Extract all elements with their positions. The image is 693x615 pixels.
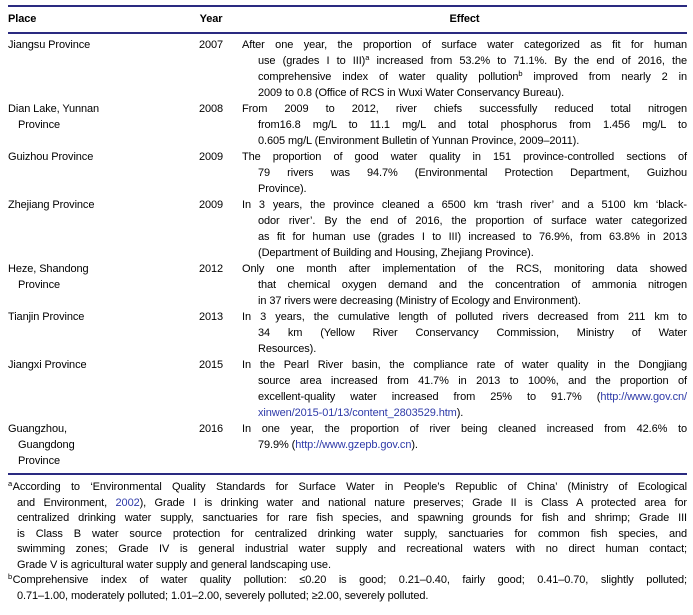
text-run: 0.71–1.00, moderately polluted; 1.01–2.00, severely polluted; ≥2.00, severely polluted. xyxy=(17,589,429,602)
table-row xyxy=(8,101,687,149)
effect-line xyxy=(242,309,687,325)
text-run: Resources). xyxy=(258,343,317,355)
text-run: In 3 years, the cumulative length of polluted rivers decreased from 211 km to xyxy=(242,311,687,323)
footnote-line xyxy=(8,542,687,558)
place-cell xyxy=(8,357,180,421)
year-cell xyxy=(180,149,242,197)
year-cell xyxy=(180,37,242,101)
footnote-ref: b xyxy=(518,69,523,78)
year-value: 2015 xyxy=(198,359,224,371)
effect-line xyxy=(242,341,687,357)
effect-cell xyxy=(242,37,687,101)
table-row xyxy=(8,261,687,309)
footnote-line xyxy=(8,511,687,527)
text-run: that chemical oxygen demand and the concentration of ammonia nitrogen xyxy=(258,279,687,291)
place-line: Province xyxy=(18,119,60,131)
year-value: 2012 xyxy=(198,263,224,275)
place-cell xyxy=(8,197,180,261)
text-run: In the Pearl River basin, the compliance rate of water quality in the Dongjiang xyxy=(242,359,687,371)
text-run: From 2009 to 2012, river chiefs successfully reduced total nitrogen xyxy=(242,103,687,115)
text-run: Grade V is agricultural water supply and general landscaping use. xyxy=(17,558,331,571)
table-row xyxy=(8,309,687,357)
place-line: Heze, Shandong xyxy=(8,263,89,275)
text-run: (Department of Building and Housing, Zhejiang Province). xyxy=(258,247,534,259)
effect-line xyxy=(242,405,687,421)
external-link[interactable]: http://www.gzepb.gov.cn xyxy=(295,439,412,451)
effect-cell xyxy=(242,357,687,421)
text-run: After one year, the proportion of surface water categorized as fit for human xyxy=(242,39,687,51)
effect-line xyxy=(242,229,687,245)
table-header-row xyxy=(8,7,687,32)
effect-cell xyxy=(242,421,687,469)
text-run: ). xyxy=(456,407,464,419)
place-cell xyxy=(8,309,180,357)
text-run: swimming zones; Grade IV is general industrial water supply and recreational waters with no direct human contact; xyxy=(17,543,687,555)
place-cell xyxy=(8,421,180,469)
table-row xyxy=(8,37,687,101)
text-run: improved from nearly 2 in xyxy=(522,71,687,83)
external-link[interactable]: 2002 xyxy=(115,496,140,509)
footnote-marker: b xyxy=(8,572,13,581)
place-cell xyxy=(8,149,180,197)
effect-line xyxy=(242,293,687,309)
table-bottom-rule xyxy=(8,473,687,475)
text-run: centralized drinking water supply, sanctuaries for rare fish species, and spawning grounds for fish and shrimp; Grade III xyxy=(17,512,687,524)
text-run: is Class B water source protection for centralized drinking water supply, sanctuaries for common fish species, and xyxy=(17,527,687,540)
footnote-marker: a xyxy=(8,479,13,488)
effect-line xyxy=(242,85,687,101)
place-line: Guangzhou, xyxy=(8,423,67,435)
effect-line xyxy=(242,261,687,277)
effect-line xyxy=(242,437,687,453)
text-run: In 3 years, the province cleaned a 6500 km ‘trash river’ and a 5100 km ‘black- xyxy=(242,199,687,211)
table-footnotes xyxy=(8,480,687,604)
year-value: 2009 xyxy=(198,199,224,211)
effect-line xyxy=(242,101,687,117)
text-run: According to ‘Environmental Quality Standards for Surface Water in People’s Republic of China’ (Ministry of Ecological xyxy=(12,481,687,493)
year-cell xyxy=(180,309,242,357)
effect-line xyxy=(242,165,687,181)
year-value: 2013 xyxy=(198,311,224,323)
effect-line xyxy=(242,37,687,53)
text-run: increased from 53.2% to 71.1%. By the end of 2016, the xyxy=(369,55,687,67)
place-line: Province xyxy=(18,455,60,467)
footnote-line xyxy=(8,527,687,543)
external-link[interactable]: xinwen/2015-01/13/content_2803529.htm xyxy=(258,407,457,419)
effect-line xyxy=(242,69,687,85)
text-run: source area increased from 41.7% in 2013 to 100%, and the proportion of xyxy=(258,375,687,387)
effect-cell xyxy=(242,309,687,357)
text-run: ), Grade I is drinking water and national nature preserves; Grade II is Class A protected area for xyxy=(139,496,687,509)
header-place: Place xyxy=(8,13,37,25)
effect-line xyxy=(242,325,687,341)
place-line: Zhejiang Province xyxy=(8,199,95,211)
effect-line xyxy=(242,197,687,213)
effect-cell xyxy=(242,197,687,261)
effect-line xyxy=(242,357,687,373)
year-cell xyxy=(180,197,242,261)
footnote xyxy=(8,573,687,604)
text-run: Province). xyxy=(258,183,307,195)
external-link[interactable]: http://www.gov.cn/ xyxy=(600,391,687,403)
effect-cell xyxy=(242,101,687,149)
footnote-ref: a xyxy=(365,53,370,62)
footnote-line xyxy=(8,480,687,496)
place-line: Jiangsu Province xyxy=(8,39,91,51)
place-line: Province xyxy=(18,279,60,291)
table-row xyxy=(8,421,687,469)
header-year: Year xyxy=(199,13,223,25)
place-cell xyxy=(8,37,180,101)
table-row xyxy=(8,357,687,421)
text-run: ). xyxy=(411,439,418,451)
text-run: In one year, the proportion of river being cleaned increased from 42.6% to xyxy=(242,423,687,435)
text-run: 34 km (Yellow River Conservancy Commission, Ministry of Water xyxy=(258,327,687,339)
effect-line xyxy=(242,149,687,165)
year-cell xyxy=(180,421,242,469)
text-run: The proportion of good water quality in 151 province-controlled sections of xyxy=(242,151,687,163)
place-line: Guizhou Province xyxy=(8,151,94,163)
place-cell xyxy=(8,101,180,149)
text-run: Comprehensive index of water quality pollution: ≤0.20 is good; 0.21–0.40, fairly good; 0.41–0.70, slightly polluted; xyxy=(12,574,687,586)
text-run: excellent-quality water increased from 25% to 91.7% ( xyxy=(258,391,601,403)
footnote-line xyxy=(8,558,687,574)
text-run: 2009 to 0.8 (Office of RCS in Wuxi Water Conservancy Bureau). xyxy=(258,87,565,99)
place-line: Dian Lake, Yunnan xyxy=(8,103,100,115)
text-run: Only one month after implementation of the RCS, monitoring data showed xyxy=(242,263,687,275)
text-run: as fit for human use (grades I to III) increased to 76.9%, from 63.8% in 2013 xyxy=(258,231,687,243)
place-line: Guangdong xyxy=(18,439,75,451)
place-line: Tianjin Province xyxy=(8,311,85,323)
text-run: in 37 rivers were decreasing (Ministry of Ecology and Environment). xyxy=(258,295,581,307)
year-value: 2009 xyxy=(198,151,224,163)
year-value: 2016 xyxy=(198,423,224,435)
effect-line xyxy=(242,53,687,69)
effect-line xyxy=(242,181,687,197)
year-cell xyxy=(180,261,242,309)
effect-line xyxy=(242,245,687,261)
effect-line xyxy=(242,117,687,133)
effect-line xyxy=(242,213,687,229)
text-run: 79 rivers was 94.7% (Environmental Protection Department, Guizhou xyxy=(258,167,687,179)
year-value: 2008 xyxy=(198,103,224,115)
effect-line xyxy=(242,389,687,405)
place-cell xyxy=(8,261,180,309)
text-run: 79.9% ( xyxy=(258,439,296,451)
header-effect: Effect xyxy=(449,13,480,25)
effect-cell xyxy=(242,149,687,197)
footnote-line xyxy=(8,496,687,512)
place-line: Jiangxi Province xyxy=(8,359,87,371)
text-run: comprehensive index of water quality pollution xyxy=(258,71,519,83)
table-row xyxy=(8,197,687,261)
footnote xyxy=(8,480,687,573)
text-run: use (grades I to III) xyxy=(258,55,366,67)
effect-line xyxy=(242,373,687,389)
text-run: from16.8 mg/L to 11.1 mg/L and total phosphorus from 1.456 mg/L to xyxy=(258,119,687,131)
text-run: and Environment, xyxy=(17,496,116,509)
table-body xyxy=(8,34,687,473)
effect-line xyxy=(242,421,687,437)
footnote-line xyxy=(8,589,687,605)
year-cell xyxy=(180,357,242,421)
table-row xyxy=(8,149,687,197)
effect-cell xyxy=(242,261,687,309)
text-run: odor river’. By the end of 2016, the proportion of surface water categorized xyxy=(258,215,687,227)
effect-line xyxy=(242,277,687,293)
year-value: 2007 xyxy=(198,39,224,51)
effect-line xyxy=(242,133,687,149)
footnote-line xyxy=(8,573,687,589)
text-run: 0.605 mg/L (Environment Bulletin of Yunnan Province, 2009–2011). xyxy=(258,135,580,147)
year-cell xyxy=(180,101,242,149)
